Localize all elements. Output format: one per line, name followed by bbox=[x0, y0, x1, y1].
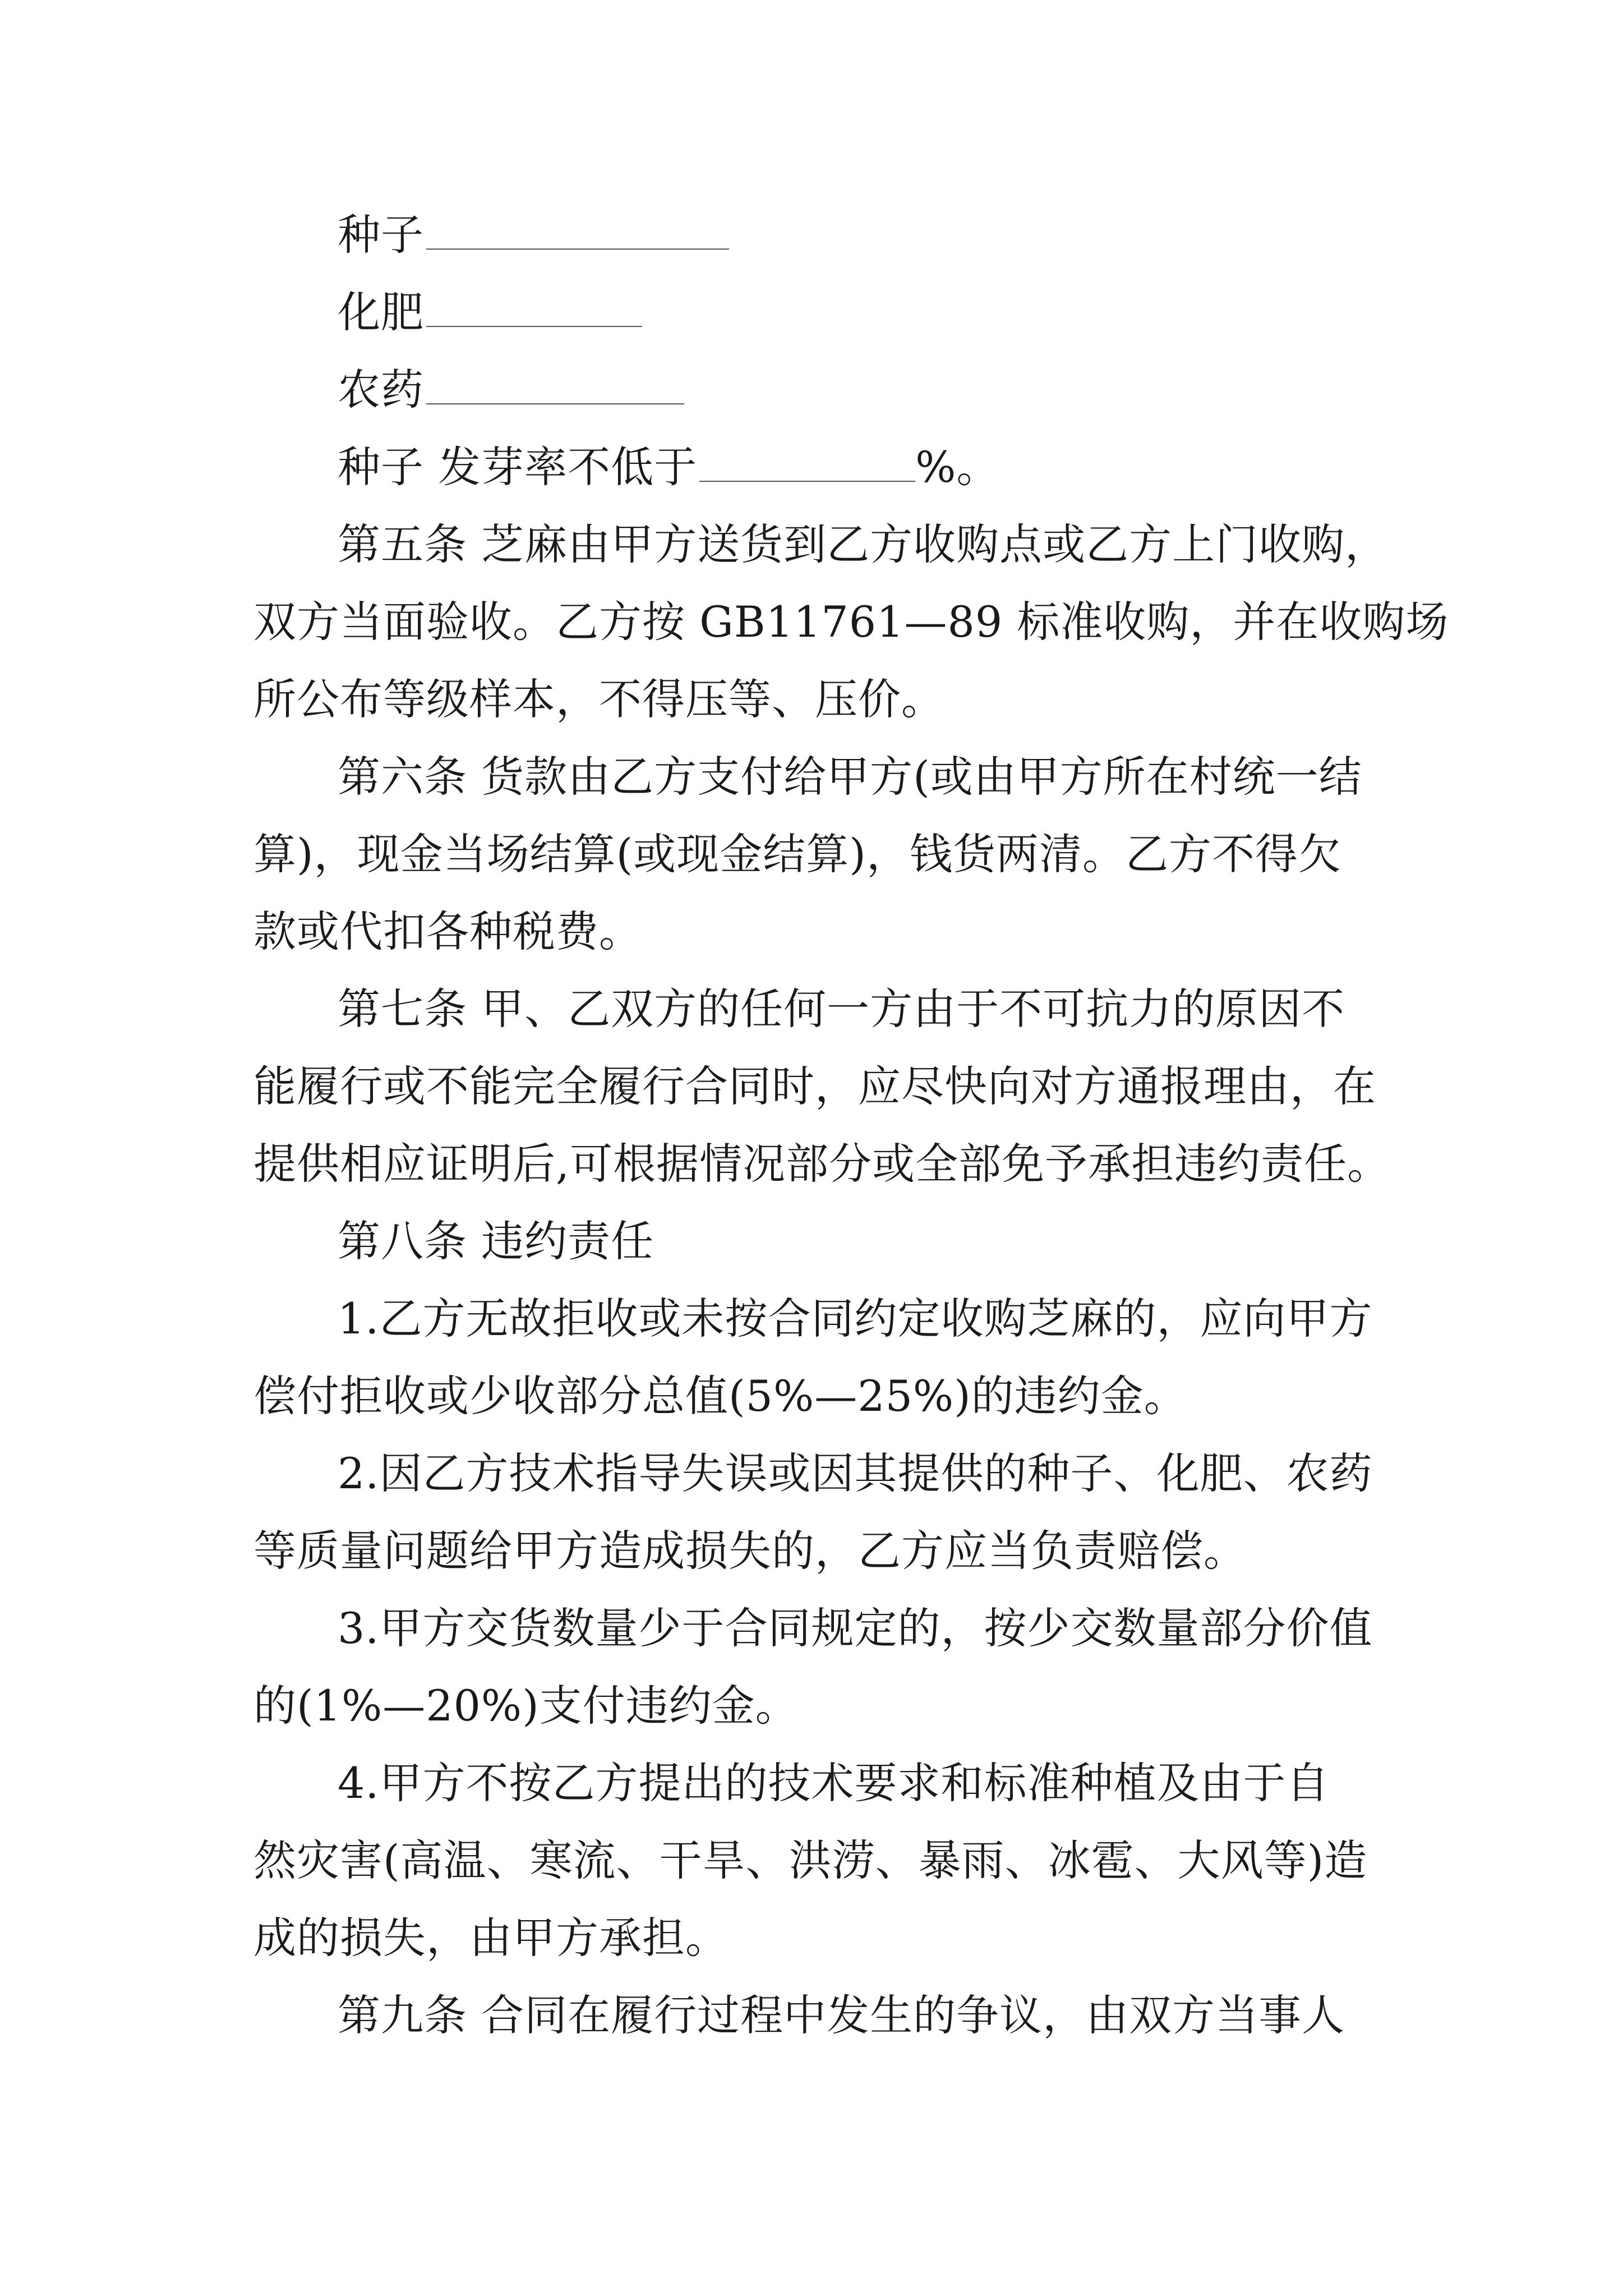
field-germination-rate bbox=[253, 429, 1392, 506]
field-fertilizer bbox=[253, 274, 1392, 351]
text-line: 款或代扣各种税费。 bbox=[253, 907, 642, 956]
field-suffix: %。 bbox=[915, 442, 1000, 492]
article-8-item-3 bbox=[253, 1590, 1392, 1745]
text-line: 1.乙方无故拒收或未按合同约定收购芝麻的，应向甲方 bbox=[338, 1294, 1373, 1343]
article-8-item-1 bbox=[253, 1280, 1392, 1435]
blank-line[interactable] bbox=[426, 371, 684, 404]
field-seed bbox=[253, 196, 1392, 274]
text-line: 所公布等级样本，不得压等、压价。 bbox=[253, 674, 944, 724]
document-body bbox=[253, 196, 1449, 2054]
text-line: 双方当面验收。乙方按 GB11761—89 标准收购，并在收购场 bbox=[253, 597, 1449, 647]
text-line: 第九条 合同在履行过程中发生的争议，由双方当事人 bbox=[338, 1990, 1345, 2040]
article-8-item-2 bbox=[253, 1435, 1392, 1590]
text-line: 第八条 违约责任 bbox=[338, 1216, 654, 1266]
field-label: 种子 bbox=[338, 210, 424, 260]
article-8-item-4 bbox=[253, 1745, 1392, 1977]
text-line: 等质量问题给甲方造成损失的，乙方应当负责赔偿。 bbox=[253, 1526, 1247, 1576]
text-line: 能履行或不能完全履行合同时，应尽快向对方通报理由，在 bbox=[253, 1061, 1376, 1111]
text-line: 算)，现金当场结算(或现金结算)，钱货两清。乙方不得欠 bbox=[253, 829, 1341, 879]
text-line: 提供相应证明后,可根据情况部分或全部免予承担违约责任。 bbox=[253, 1139, 1391, 1189]
field-label: 化肥 bbox=[338, 287, 424, 337]
article-5 bbox=[253, 506, 1449, 738]
blank-line[interactable] bbox=[426, 293, 642, 327]
field-pesticide bbox=[253, 351, 1392, 429]
article-6 bbox=[253, 738, 1392, 970]
text-line: 第五条 芝麻由甲方送货到乙方收购点或乙方上门收购， bbox=[338, 519, 1389, 569]
text-line: 偿付拒收或少收部分总值(5%—25%)的违约金。 bbox=[253, 1371, 1187, 1421]
text-line: 2.因乙方技术指导失误或因其提供的种子、化肥、农药 bbox=[338, 1448, 1373, 1498]
field-label: 农药 bbox=[338, 365, 424, 415]
article-8-heading bbox=[253, 1203, 1392, 1280]
text-line: 第七条 甲、乙双方的任何一方由于不可抗力的原因不 bbox=[338, 984, 1345, 1034]
text-line: 4.甲方不按乙方提出的技术要求和标准种植及由于自 bbox=[338, 1758, 1330, 1808]
blank-line[interactable] bbox=[699, 448, 915, 482]
text-line: 的(1%—20%)支付违约金。 bbox=[253, 1681, 799, 1731]
text-line: 3.甲方交货数量少于合同规定的，按少交数量部分价值 bbox=[338, 1603, 1373, 1653]
text-line: 成的损失，由甲方承担。 bbox=[253, 1913, 728, 1963]
field-label: 种子 发芽率不低于 bbox=[338, 442, 698, 492]
blank-line[interactable] bbox=[426, 216, 729, 250]
text-line: 然灾害(高温、寒流、干旱、洪涝、暴雨、冰雹、大风等)造 bbox=[253, 1835, 1368, 1885]
article-9 bbox=[253, 1977, 1392, 2054]
text-line: 第六条 货款由乙方支付给甲方(或由甲方所在村统一结 bbox=[338, 752, 1362, 802]
article-7 bbox=[253, 970, 1392, 1203]
